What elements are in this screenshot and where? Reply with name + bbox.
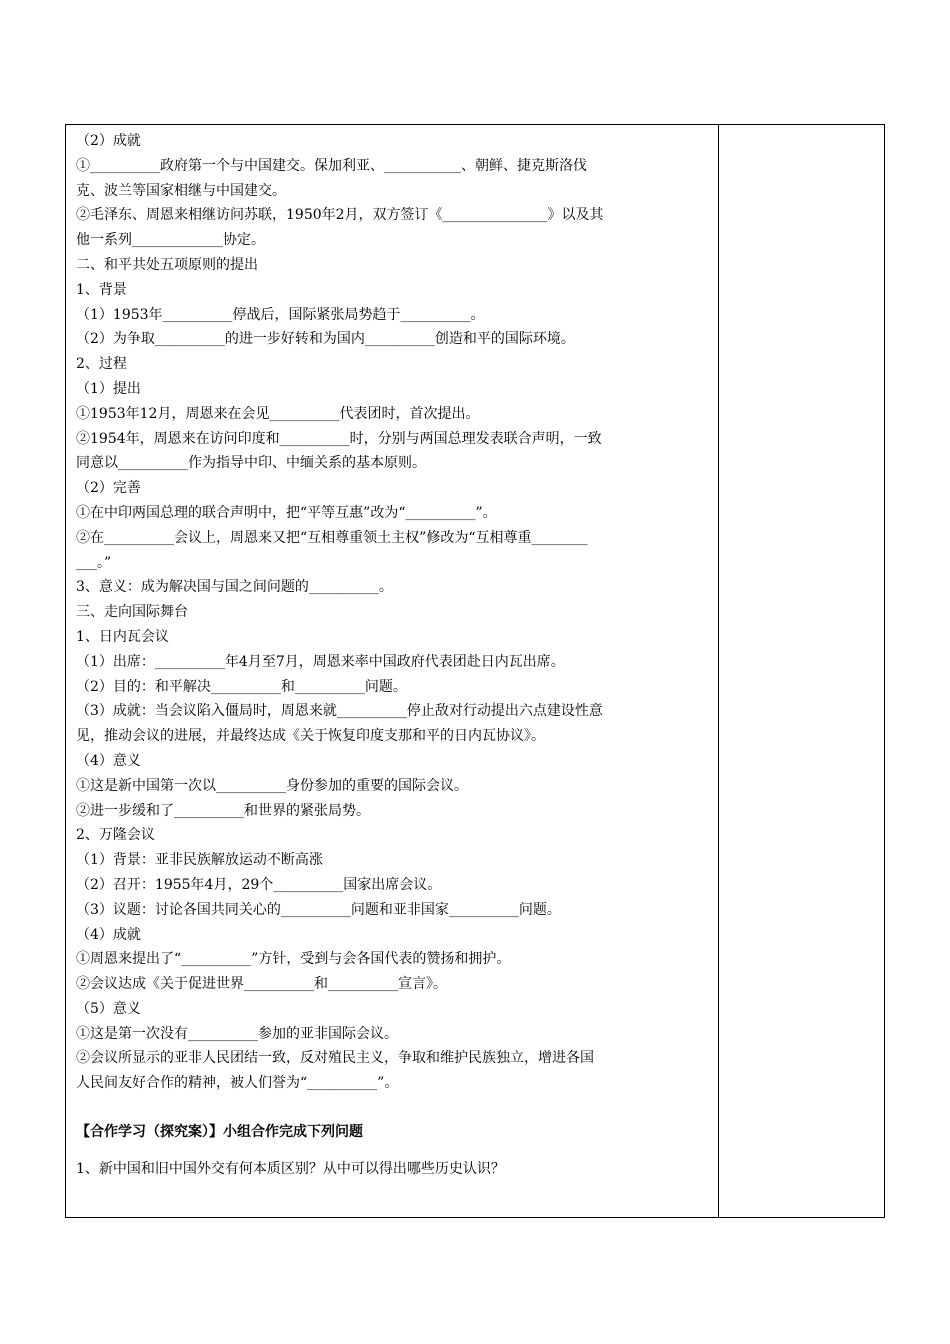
- text-line: （1）背景：亚非民族解放运动不断高涨: [76, 852, 323, 869]
- text-line: 人民间友好合作的精神，被人们誉为“__________”。: [76, 1075, 399, 1092]
- column-divider: [718, 125, 719, 1217]
- text-line: ①这是第一次没有__________参加的亚非国际会议。: [76, 1025, 398, 1042]
- text-line: 3、意义：成为解决国与国之间问题的__________。: [76, 579, 393, 596]
- text-line: ①1953年12月，周恩来在会见__________代表团时，首次提出。: [76, 405, 480, 422]
- text-line: 见，推动会议的进展，并最终达成《关于恢复印度支那和平的日内瓦协议》。: [76, 728, 545, 745]
- text-line: ②在__________会议上，周恩来又把“互相尊重领土主权”修改为“互相尊重________: [76, 529, 588, 546]
- text-line: （4）意义: [76, 752, 141, 769]
- text-line: （2）为争取__________的进一步好转和为国内__________创造和平的国际环境。: [76, 331, 575, 348]
- text-line: 1、日内瓦会议: [76, 628, 169, 645]
- text-line: ___。”: [76, 554, 112, 571]
- section-title: 二、和平共处五项原则的提出: [76, 256, 258, 273]
- text-line: ①周恩来提出了“__________”方针，受到与会各国代表的赞扬和拥护。: [76, 951, 511, 968]
- text-line: （2）成就: [76, 133, 141, 149]
- text-line: （1）1953年__________停战后，国际紧张局势趋于__________。: [76, 306, 485, 323]
- text-line: （1）出席：__________年4月至7月，周恩来率中国政府代表团赴日内瓦出席。: [76, 653, 565, 670]
- main-cell: [76, 129, 712, 1182]
- text-line: ②进一步缓和了__________和世界的紧张局势。: [76, 802, 370, 819]
- text-line: 1、背景: [76, 281, 127, 298]
- spacer: [76, 1096, 712, 1120]
- text-line: 2、万隆会议: [76, 827, 155, 844]
- cooperative-heading: 【合作学习（探究案）】小组合作完成下列问题: [76, 1124, 363, 1141]
- text-line: ①在中印两国总理的联合声明中，把“平等互惠”改为“__________”。: [76, 504, 497, 521]
- text-line: （5）意义: [76, 1000, 141, 1017]
- text-line: ②1954年，周恩来在访问印度和__________时，分别与两国总理发表联合声明，一致: [76, 430, 602, 447]
- text-line: （4）成就: [76, 926, 141, 943]
- text-line: ①__________政府第一个与中国建交。保加利亚、___________、朝鲜、捷克斯洛伐: [76, 157, 587, 174]
- worksheet-table: [65, 124, 885, 1218]
- text-line: （3）成就：当会议陷入僵局时，周恩来就__________停止敌对行动提出六点建设性意: [76, 703, 603, 720]
- section-title: 三、走向国际舞台: [76, 604, 188, 621]
- text-line: ①这是新中国第一次以__________身份参加的重要的国际会议。: [76, 777, 468, 794]
- text-line: （1）提出: [76, 380, 141, 397]
- text-line: 克、波兰等国家相继与中国建交。: [76, 182, 286, 199]
- text-line: ②会议达成《关于促进世界__________和__________宣言》。: [76, 976, 447, 993]
- question-1: 1、新中国和旧中国外交有何本质区别？从中可以得出哪些历史认识？: [76, 1160, 505, 1177]
- text-line: 同意以__________作为指导中印、中缅关系的基本原则。: [76, 455, 426, 472]
- text-line: （2）完善: [76, 480, 141, 497]
- text-line: ②会议所显示的亚非人民团结一致，反对殖民主义，争取和维护民族独立，增进各国: [76, 1050, 594, 1067]
- text-line: （3）议题：讨论各国共同关心的__________问题和亚非国家__________问题。: [76, 901, 561, 918]
- text-line: 2、过程: [76, 356, 127, 373]
- text-line: 他一系列_____________协定。: [76, 232, 265, 249]
- text-line: （2）目的：和平解决__________和__________问题。: [76, 678, 407, 695]
- text-line: （2）召开：1955年4月，29个__________国家出席会议。: [76, 876, 442, 893]
- spacer: [76, 1145, 712, 1157]
- text-line: ②毛泽东、周恩来相继访问苏联，1950年2月，双方签订《_______________》以及其: [76, 207, 604, 224]
